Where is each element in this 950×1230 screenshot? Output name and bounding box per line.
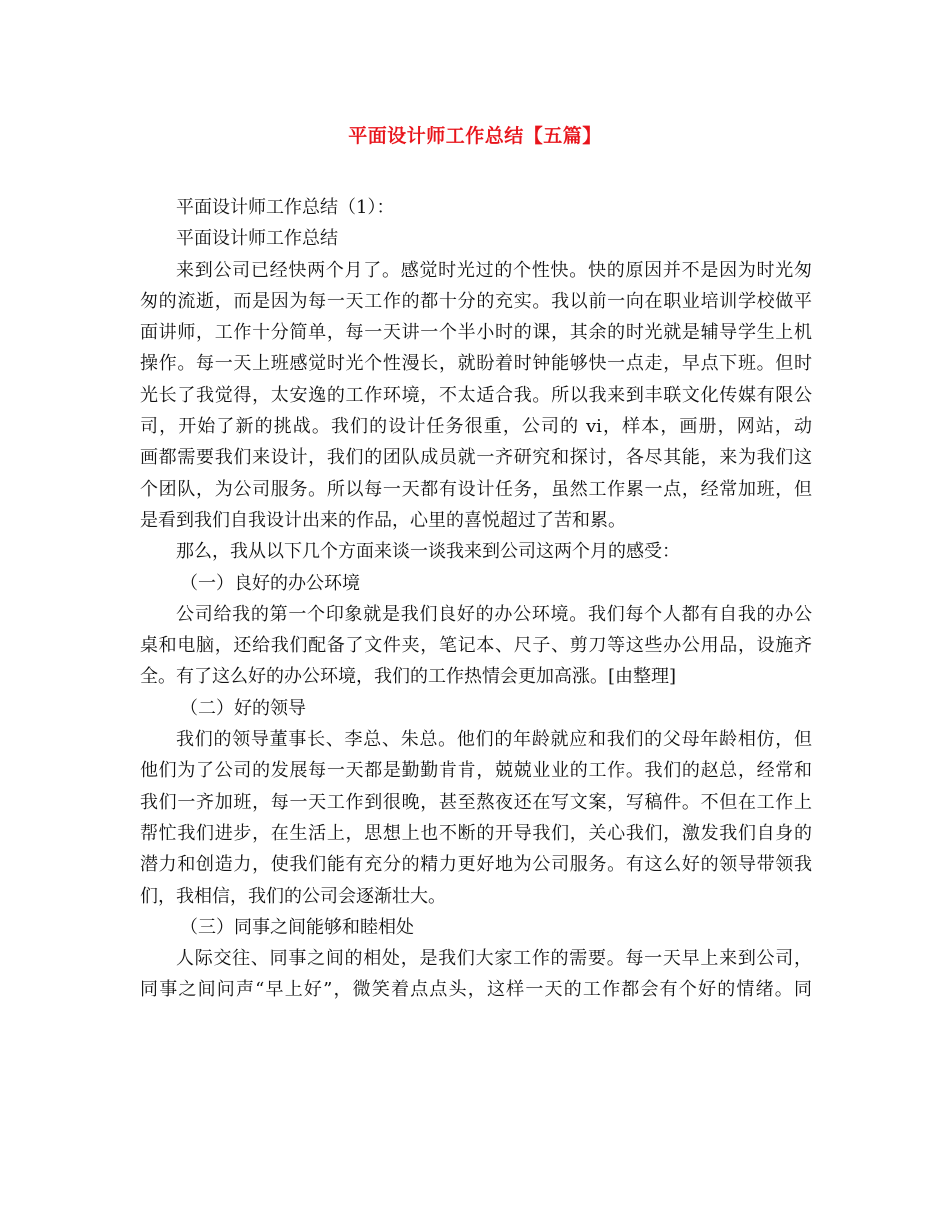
paragraph-line: 面讲师，工作十分简单，每一天讲一个半小时的课，其余的时光就是辅导学生上机 bbox=[140, 322, 812, 344]
paragraph-line: 们，我相信，我们的公司会逐渐壮大。 bbox=[140, 885, 446, 907]
paragraph-line: 光长了我觉得，太安逸的工作环境，不太适合我。所以我来到丰联文化传媒有限公 bbox=[140, 384, 812, 406]
subtitle-line: 平面设计师工作总结 bbox=[176, 228, 338, 250]
paragraph-line: 全。有了这么好的办公环境，我们的工作热情会更加高涨。[由整理] bbox=[140, 666, 677, 688]
paragraph-line: 是看到我们自我设计出来的作品，心里的喜悦超过了苦和累。 bbox=[140, 509, 626, 531]
paragraph-line: 公司给我的第一个印象就是我们良好的办公环境。我们每个人都有自我的办公 bbox=[176, 603, 812, 625]
paragraph-line: 潜力和创造力，使我们能有充分的精力更好地为公司服务。有这么好的领导带领我 bbox=[140, 854, 812, 876]
paragraph-line: 画都需要我们来设计，我们的团队成员就一齐研究和探讨，各尽其能，来为我们这 bbox=[140, 447, 812, 469]
paragraph-line: 司，开始了新的挑战。我们的设计任务很重，公司的 vi，样本，画册，网站，动 bbox=[140, 416, 812, 438]
paragraph-line: 帮忙我们进步，在生活上，思想上也不断的开导我们，关心我们，激发我们自身的 bbox=[140, 822, 812, 844]
document-body bbox=[140, 192, 812, 1006]
subsection-heading: （三）同事之间能够和睦相处 bbox=[180, 916, 414, 938]
subsection-heading: （一）良好的办公环境 bbox=[180, 572, 360, 594]
section-heading: 平面设计师工作总结（1）： bbox=[176, 197, 395, 218]
paragraph-line: 他们为了公司的发展每一天都是勤勤肯肯，兢兢业业的工作。我们的赵总，经常和 bbox=[140, 760, 812, 782]
paragraph-line: 那么，我从以下几个方面来谈一谈我来到公司这两个月的感受： bbox=[176, 541, 680, 563]
paragraph-line: 桌和电脑，还给我们配备了文件夹，笔记本、尺子、剪刀等这些办公用品，设施齐 bbox=[140, 635, 812, 657]
document-title: 平面设计师工作总结【五篇】 bbox=[348, 125, 602, 147]
paragraph-line: 匆的流逝，而是因为每一天工作的都十分的充实。我以前一向在职业培训学校做平 bbox=[140, 290, 812, 312]
paragraph-line: 来到公司已经快两个月了。感觉时光过的个性快。快的原因并不是因为时光匆 bbox=[176, 259, 812, 281]
paragraph-line: 同事之间问声“早上好”，微笑着点点头，这样一天的工作都会有个好的情绪。同 bbox=[140, 979, 812, 1001]
paragraph-line: 我们一齐加班，每一天工作到很晚，甚至熬夜还在写文案，写稿件。不但在工作上 bbox=[140, 791, 812, 813]
paragraph-line: 人际交往、同事之间的相处，是我们大家工作的需要。每一天早上来到公司， bbox=[176, 948, 812, 970]
paragraph-line: 操作。每一天上班感觉时光个性漫长，就盼着时钟能够快一点走，早点下班。但时 bbox=[140, 353, 812, 375]
subsection-heading: （二）好的领导 bbox=[180, 697, 306, 719]
paragraph-line: 个团队，为公司服务。所以每一天都有设计任务，虽然工作累一点，经常加班，但 bbox=[140, 478, 812, 500]
paragraph-line: 我们的领导董事长、李总、朱总。他们的年龄就应和我们的父母年龄相仿，但 bbox=[176, 729, 812, 751]
